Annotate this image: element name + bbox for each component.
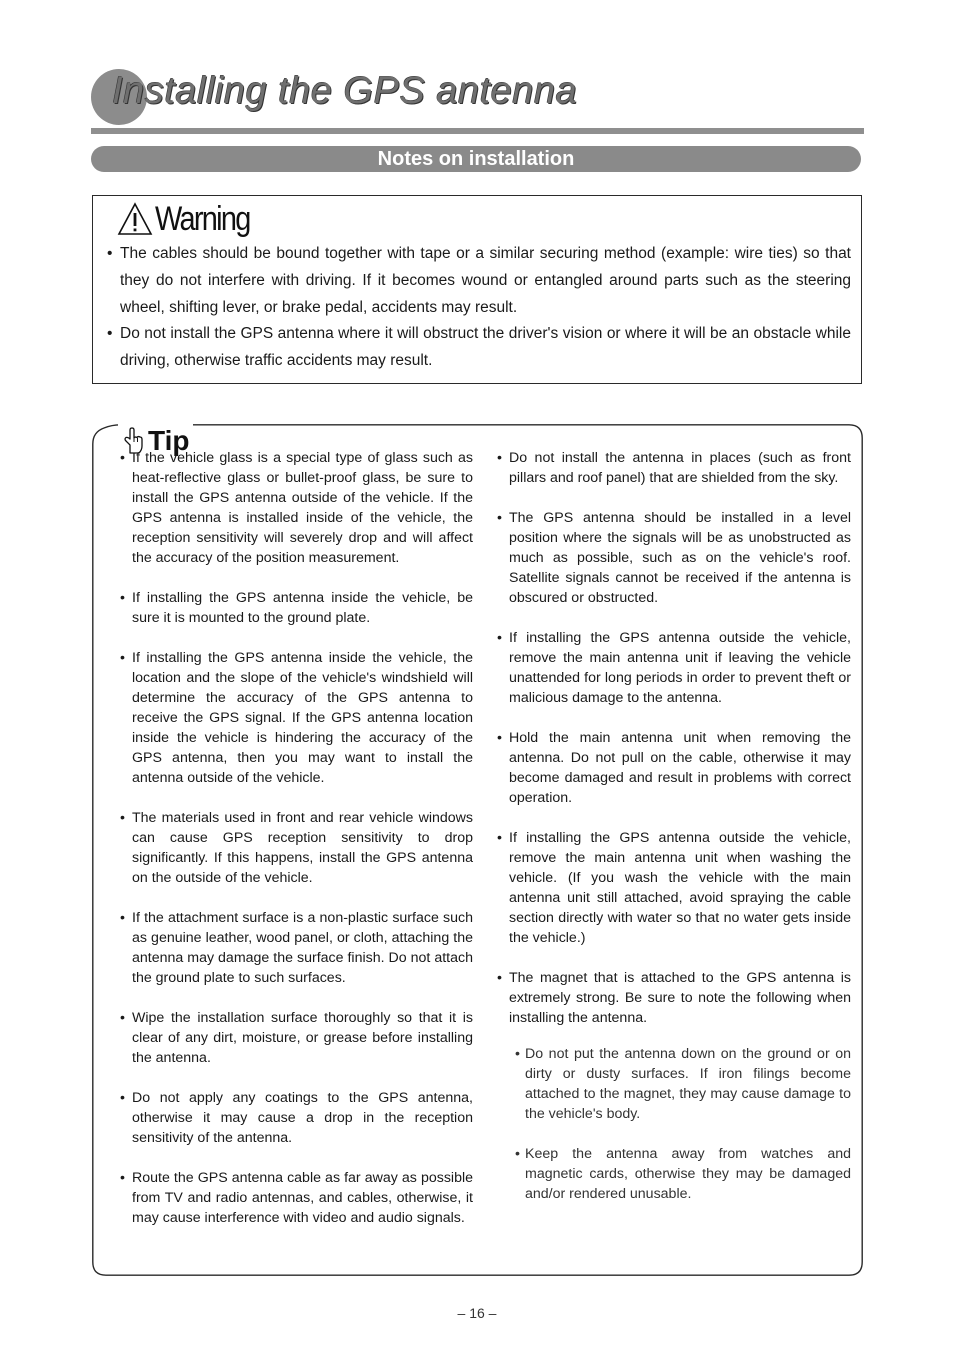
tip-item-text: The materials used in front and rear vehicle windows can cause GPS reception sensitivity to drop significantly. If this happens, install the GPS antenna on the outside of the vehicle. [132, 810, 473, 886]
tip-label: Tip [148, 425, 190, 456]
tip-item-text: If installing the GPS antenna inside the vehicle, be sure it is mounted to the ground plate. [132, 590, 473, 626]
tip-item-text: The GPS antenna should be installed in a level position where the signals will be as unobstructed as much as possible, such as on the vehicle's roof. Satellite signals cannot be received if the antenna is obscured or obstructed. [509, 510, 851, 606]
bullet-icon: • [120, 650, 125, 666]
warning-item [107, 320, 851, 374]
bullet-icon: • [120, 1170, 125, 1186]
tip-item-text: If the vehicle glass is a special type of glass such as heat-reflective glass or bullet-proof glass, be sure to install the GPS antenna outside of the vehicle. If the GPS antenna is installed inside of the vehicle, the reception sensitivity will severely drop and will affect the accuracy of the position measurement. [132, 450, 473, 566]
warning-box [92, 195, 862, 384]
warning-item-text: The cables should be bound together with tape or a similar securing method (example: wire ties) so that they do not interfere with driving. If it becomes wound or entangled around parts such as the steering wheel, shifting lever, or brake pedal, accidents may result. [120, 245, 851, 316]
tip-item-text: The magnet that is attached to the GPS antenna is extremely strong. Be sure to note the following when installing the antenna. [509, 970, 851, 1026]
bullet-icon: • [120, 450, 125, 466]
section-heading: Notes on installation [91, 146, 861, 172]
tip-sub-item [515, 1144, 851, 1204]
tip-item [497, 628, 851, 708]
tip-item [497, 508, 851, 608]
tip-item [120, 1168, 473, 1228]
tip-item [120, 648, 473, 788]
tip-item [497, 968, 851, 1028]
bullet-icon: • [120, 1090, 125, 1106]
page-title: Installing the GPS antenna [112, 70, 578, 112]
tip-left-column [120, 448, 473, 1248]
tip-item-text: Wipe the installation surface thoroughly so that it is clear of any dirt, moisture, or grease before installing the antenna. [132, 1010, 473, 1066]
tip-item [120, 448, 473, 568]
tip-item-text: If installing the GPS antenna outside the vehicle, remove the main antenna unit when washing the vehicle. (If you wash the vehicle with the main antenna unit still attached, avoid spraying the cable section directly with water so that no water gets inside the vehicle.) [509, 830, 851, 946]
title-underline [91, 128, 864, 134]
tip-item-text: If installing the GPS antenna outside the vehicle, remove the main antenna unit if leaving the vehicle unattended for long periods in order to prevent theft or malicious damage to the antenna. [509, 630, 851, 706]
warning-item [107, 240, 851, 321]
tip-item [497, 448, 851, 488]
warning-item-text: Do not install the GPS antenna where it will obstruct the driver's vision or where it will be an obstacle while driving, otherwise traffic accidents may result. [120, 325, 851, 369]
tip-item [120, 1088, 473, 1148]
bullet-icon: • [497, 730, 502, 746]
bullet-icon: • [497, 970, 502, 986]
tip-item-text: Do not install the antenna in places (such as front pillars and roof panel) that are shielded from the sky. [509, 450, 851, 486]
warning-heading [117, 200, 266, 238]
tip-item-text: Do not apply any coatings to the GPS antenna, otherwise it may cause a drop in the reception sensitivity of the antenna. [132, 1090, 473, 1146]
tip-sub-item-text: Keep the antenna away from watches and magnetic cards, otherwise they may be damaged and/or rendered unusable. [525, 1146, 851, 1202]
tip-sub-item-text: Do not put the antenna down on the ground or on dirty or dusty surfaces. If iron filings become attached to the magnet, they may cause damage to the vehicle's body. [525, 1046, 851, 1122]
bullet-icon: • [515, 1146, 520, 1162]
bullet-icon: • [497, 510, 502, 526]
bullet-icon: • [497, 630, 502, 646]
warning-triangle-icon [117, 202, 153, 236]
tip-item-text: If installing the GPS antenna inside the vehicle, the location and the slope of the vehicle's windshield will determine the accuracy of the GPS antenna to receive the GPS signal. If the GPS antenna location inside the vehicle is hindering the accuracy of the GPS antenna, then you may want to install the antenna outside of the vehicle. [132, 650, 473, 786]
bullet-icon: • [107, 245, 113, 262]
bullet-icon: • [120, 810, 125, 826]
page-number: – 16 – [457, 1305, 497, 1321]
tip-item [120, 908, 473, 988]
bullet-icon: • [515, 1046, 520, 1062]
bullet-icon: • [107, 325, 113, 342]
tip-sub-item [515, 1044, 851, 1124]
bullet-icon: • [497, 830, 502, 846]
tip-item-text: Route the GPS antenna cable as far away as possible from TV and radio antennas, and cables, otherwise, it may cause interference with video and audio signals. [132, 1170, 473, 1226]
tip-item [497, 828, 851, 948]
tip-item [120, 1008, 473, 1068]
tip-item-text: Hold the main antenna unit when removing the antenna. Do not pull on the cable, otherwise it may become damaged and result in problems with correct operation. [509, 730, 851, 806]
tip-right-column [497, 448, 851, 1224]
tip-item [497, 728, 851, 808]
tip-box [92, 424, 863, 1276]
tip-item [120, 588, 473, 628]
bullet-icon: • [120, 590, 125, 606]
tip-item-text: If the attachment surface is a non-plastic surface such as genuine leather, wood panel, or cloth, attaching the antenna may damage the surface finish. Do not attach the ground plate to such surfaces. [132, 910, 473, 986]
bullet-icon: • [120, 910, 125, 926]
tip-item [120, 808, 473, 888]
bullet-icon: • [497, 450, 502, 466]
warning-label: Warning [155, 199, 250, 238]
bullet-icon: • [120, 1010, 125, 1026]
